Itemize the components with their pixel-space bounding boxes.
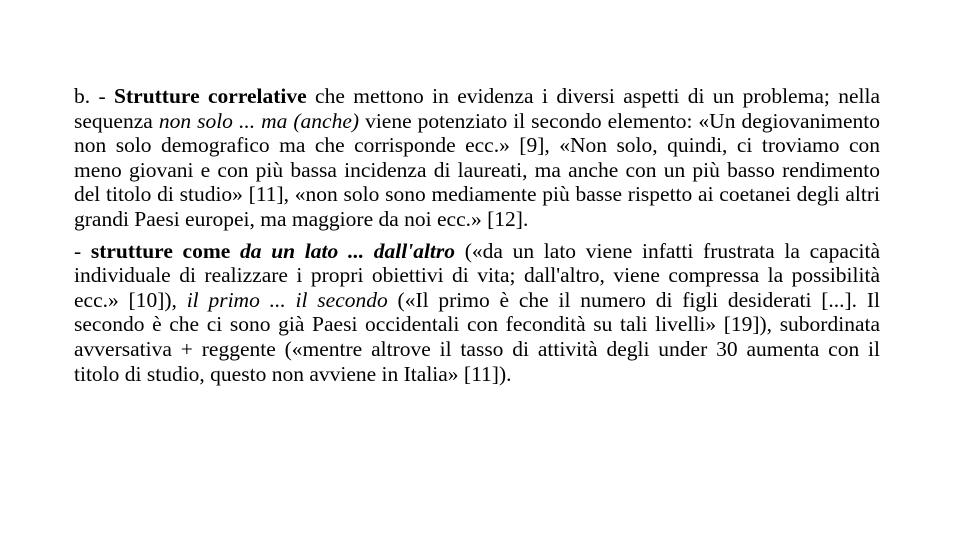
text-run: viene potenziato il secondo elemento: «Un degiovanimento non solo demografico ma che corrisponde ecc.» [9], «Non solo, quindi, ci troviamo con meno giovani e con più bassa incidenza di laureati, ma anche con un più basso rendimento del titolo di studio» [11], «non solo sono mediamente più basse rispetto ai coetanei degli altri grandi Paesi europei, ma maggiore da noi ecc.» [12]. xyxy=(74,108,881,231)
term-strutture-correlative: Strutture correlative xyxy=(114,84,307,108)
term-non-solo-ma-anche: non solo ... ma (anche) xyxy=(158,108,360,133)
paragraph-da-un-lato-structures xyxy=(74,239,880,387)
text-run: («da un lato viene infatti frustrata la capacità individuale di realizzare i propri obiettivi di vita; dall'altro, viene compressa la possibilità ecc.» [10]), xyxy=(74,238,880,312)
text-run: («Il primo è che il numero di figli desiderati [...]. Il secondo è che ci sono già Paesi occidentali con fecondità su tali livelli» [19]), subordinata avversativa + reggente («mentre altrove il tasso di attività degli under 30 aumenta con il titolo di studio, questo non avviene in Italia» [11]). xyxy=(74,287,880,386)
term-da-un-lato-dall-altro: da un lato ... dall'altro xyxy=(240,238,456,263)
paragraph-correlative-structures xyxy=(74,84,880,232)
text-run: che mettono in evidenza i diversi aspetti di un problema; nella sequenza xyxy=(74,84,880,133)
term-strutture-come: strutture come xyxy=(90,238,240,263)
term-il-primo-il-secondo: il primo ... il secondo xyxy=(186,287,388,312)
list-marker: - xyxy=(74,238,91,263)
list-marker: b. - xyxy=(74,84,115,108)
document-body xyxy=(74,84,880,386)
